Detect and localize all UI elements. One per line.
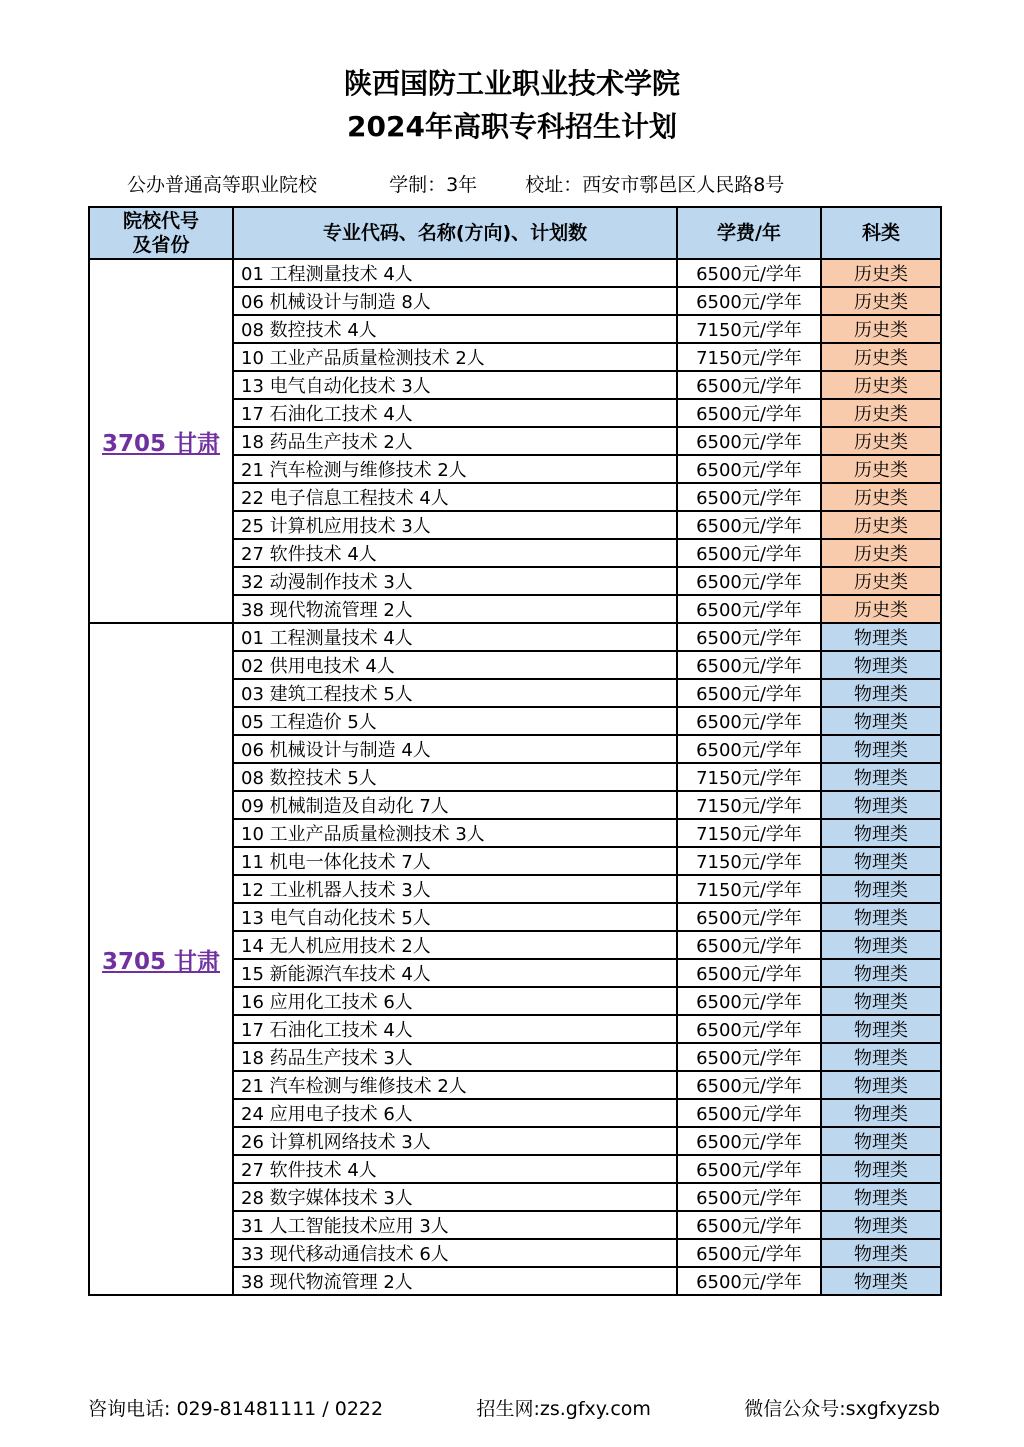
tuition-cell: 7150元/学年: [677, 819, 821, 847]
header-college-code-line2: 及省份: [132, 234, 190, 256]
category-cell: 物理类: [821, 931, 941, 959]
category-cell: 物理类: [821, 763, 941, 791]
major-cell: 27 软件技术 4人: [233, 539, 677, 567]
header-college-code: [89, 207, 233, 259]
category-cell: 物理类: [821, 623, 941, 651]
category-cell: 物理类: [821, 847, 941, 875]
major-cell: 31 人工智能技术应用 3人: [233, 1211, 677, 1239]
major-cell: 18 药品生产技术 2人: [233, 427, 677, 455]
school-type-text: 公办普通高等职业院校: [127, 174, 318, 196]
table-body: [89, 259, 941, 1295]
category-cell: 物理类: [821, 651, 941, 679]
tuition-cell: 6500元/学年: [677, 1183, 821, 1211]
category-cell: 历史类: [821, 567, 941, 595]
major-cell: 06 机械设计与制造 4人: [233, 735, 677, 763]
category-cell: 物理类: [821, 819, 941, 847]
major-cell: 06 机械设计与制造 8人: [233, 287, 677, 315]
category-cell: 历史类: [821, 595, 941, 623]
major-cell: 28 数字媒体技术 3人: [233, 1183, 677, 1211]
footer-phone-text: 咨询电话: 029-81481111 / 0222: [88, 1398, 384, 1420]
tuition-cell: 6500元/学年: [677, 1043, 821, 1071]
header-major: 专业代码、名称(方向)、计划数: [233, 207, 677, 259]
major-cell: 32 动漫制作技术 3人: [233, 567, 677, 595]
category-cell: 历史类: [821, 427, 941, 455]
major-cell: 15 新能源汽车技术 4人: [233, 959, 677, 987]
category-cell: 物理类: [821, 1071, 941, 1099]
table-header-row: [89, 207, 941, 259]
category-cell: 物理类: [821, 1155, 941, 1183]
tuition-cell: 6500元/学年: [677, 651, 821, 679]
major-cell: 17 石油化工技术 4人: [233, 399, 677, 427]
category-cell: 物理类: [821, 987, 941, 1015]
category-cell: 物理类: [821, 791, 941, 819]
major-cell: 08 数控技术 4人: [233, 315, 677, 343]
major-cell: 01 工程测量技术 4人: [233, 259, 677, 287]
document-title: [0, 62, 1024, 148]
college-code-label: 3705 甘肃: [101, 430, 221, 457]
major-cell: 11 机电一体化技术 7人: [233, 847, 677, 875]
tuition-cell: 6500元/学年: [677, 1099, 821, 1127]
tuition-cell: 6500元/学年: [677, 483, 821, 511]
major-cell: 18 药品生产技术 3人: [233, 1043, 677, 1071]
category-cell: 物理类: [821, 875, 941, 903]
school-info-line: [127, 170, 784, 197]
category-cell: 物理类: [821, 1267, 941, 1295]
major-cell: 16 应用化工技术 6人: [233, 987, 677, 1015]
major-cell: 13 电气自动化技术 5人: [233, 903, 677, 931]
category-cell: 物理类: [821, 959, 941, 987]
major-cell: 14 无人机应用技术 2人: [233, 931, 677, 959]
major-cell: 26 计算机网络技术 3人: [233, 1127, 677, 1155]
tuition-cell: 6500元/学年: [677, 1267, 821, 1295]
category-cell: 物理类: [821, 903, 941, 931]
tuition-cell: 6500元/学年: [677, 259, 821, 287]
tuition-cell: 6500元/学年: [677, 931, 821, 959]
college-code-cell: [89, 623, 233, 1295]
header-category: 科类: [821, 207, 941, 259]
college-code-cell: [89, 259, 233, 623]
footer-wechat-text: 微信公众号:sxgfxyzsb: [744, 1398, 940, 1420]
tuition-cell: 6500元/学年: [677, 371, 821, 399]
major-cell: 12 工业机器人技术 3人: [233, 875, 677, 903]
tuition-cell: 7150元/学年: [677, 315, 821, 343]
tuition-cell: 6500元/学年: [677, 455, 821, 483]
category-cell: 物理类: [821, 1043, 941, 1071]
category-cell: 历史类: [821, 455, 941, 483]
school-address-text: 校址：西安市鄠邑区人民路8号: [525, 174, 785, 196]
major-cell: 27 软件技术 4人: [233, 1155, 677, 1183]
major-cell: 33 现代移动通信技术 6人: [233, 1239, 677, 1267]
tuition-cell: 6500元/学年: [677, 679, 821, 707]
category-cell: 历史类: [821, 287, 941, 315]
major-cell: 21 汽车检测与维修技术 2人: [233, 455, 677, 483]
category-cell: 历史类: [821, 539, 941, 567]
major-cell: 38 现代物流管理 2人: [233, 1267, 677, 1295]
major-cell: 10 工业产品质量检测技术 3人: [233, 819, 677, 847]
category-cell: 物理类: [821, 1099, 941, 1127]
tuition-cell: 7150元/学年: [677, 791, 821, 819]
category-cell: 物理类: [821, 1015, 941, 1043]
schooling-duration-text: 学制：3年: [389, 174, 478, 196]
tuition-cell: 7150元/学年: [677, 343, 821, 371]
tuition-cell: 6500元/学年: [677, 539, 821, 567]
tuition-cell: 6500元/学年: [677, 399, 821, 427]
major-cell: 21 汽车检测与维修技术 2人: [233, 1071, 677, 1099]
category-cell: 物理类: [821, 1211, 941, 1239]
tuition-cell: 6500元/学年: [677, 707, 821, 735]
footer-contact-line: [88, 1394, 940, 1421]
major-cell: 03 建筑工程技术 5人: [233, 679, 677, 707]
major-cell: 25 计算机应用技术 3人: [233, 511, 677, 539]
category-cell: 历史类: [821, 511, 941, 539]
tuition-cell: 6500元/学年: [677, 567, 821, 595]
title-line-2: 2024年高职专科招生计划: [347, 110, 677, 143]
enrollment-plan-table: [88, 206, 942, 1296]
tuition-cell: 6500元/学年: [677, 511, 821, 539]
major-cell: 02 供用电技术 4人: [233, 651, 677, 679]
category-cell: 历史类: [821, 315, 941, 343]
category-cell: 历史类: [821, 343, 941, 371]
category-cell: 物理类: [821, 1239, 941, 1267]
table-header: [89, 207, 941, 259]
category-cell: 物理类: [821, 1183, 941, 1211]
tuition-cell: 6500元/学年: [677, 1211, 821, 1239]
major-cell: 17 石油化工技术 4人: [233, 1015, 677, 1043]
category-cell: 物理类: [821, 707, 941, 735]
tuition-cell: 6500元/学年: [677, 987, 821, 1015]
major-cell: 24 应用电子技术 6人: [233, 1099, 677, 1127]
tuition-cell: 6500元/学年: [677, 287, 821, 315]
header-college-code-line1: 院校代号: [122, 210, 199, 232]
tuition-cell: 6500元/学年: [677, 903, 821, 931]
tuition-cell: 6500元/学年: [677, 427, 821, 455]
category-cell: 历史类: [821, 259, 941, 287]
tuition-cell: 7150元/学年: [677, 847, 821, 875]
tuition-cell: 6500元/学年: [677, 1071, 821, 1099]
category-cell: 物理类: [821, 735, 941, 763]
category-cell: 历史类: [821, 399, 941, 427]
header-tuition: 学费/年: [677, 207, 821, 259]
tuition-cell: 6500元/学年: [677, 1127, 821, 1155]
footer-website-text: 招生网:zs.gfxy.com: [476, 1398, 651, 1420]
tuition-cell: 6500元/学年: [677, 959, 821, 987]
major-cell: 13 电气自动化技术 3人: [233, 371, 677, 399]
tuition-cell: 6500元/学年: [677, 1015, 821, 1043]
title-line-1: 陕西国防工业职业技术学院: [343, 67, 680, 100]
major-cell: 22 电子信息工程技术 4人: [233, 483, 677, 511]
category-cell: 物理类: [821, 679, 941, 707]
category-cell: 历史类: [821, 371, 941, 399]
major-cell: 05 工程造价 5人: [233, 707, 677, 735]
table-row: [89, 623, 941, 651]
major-cell: 10 工业产品质量检测技术 2人: [233, 343, 677, 371]
major-cell: 09 机械制造及自动化 7人: [233, 791, 677, 819]
tuition-cell: 7150元/学年: [677, 763, 821, 791]
college-code-label: 3705 甘肃: [101, 948, 221, 975]
tuition-cell: 7150元/学年: [677, 875, 821, 903]
major-cell: 01 工程测量技术 4人: [233, 623, 677, 651]
tuition-cell: 6500元/学年: [677, 1239, 821, 1267]
tuition-cell: 6500元/学年: [677, 595, 821, 623]
tuition-cell: 6500元/学年: [677, 1155, 821, 1183]
major-cell: 08 数控技术 5人: [233, 763, 677, 791]
major-cell: 38 现代物流管理 2人: [233, 595, 677, 623]
table-row: [89, 259, 941, 287]
tuition-cell: 6500元/学年: [677, 735, 821, 763]
category-cell: 历史类: [821, 483, 941, 511]
tuition-cell: 6500元/学年: [677, 623, 821, 651]
category-cell: 物理类: [821, 1127, 941, 1155]
